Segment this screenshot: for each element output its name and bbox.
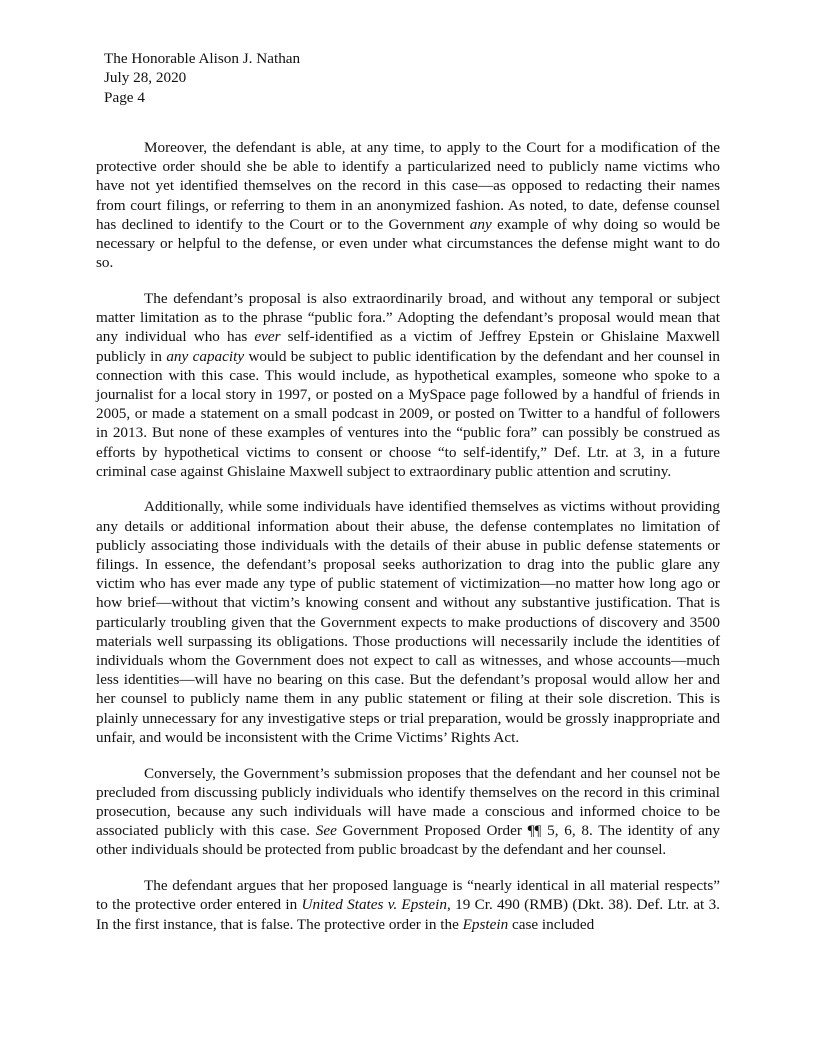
- text-run: The defendant argues that her proposed language is “nearly identical in all material respects” to the protective order entered in: [96, 877, 720, 914]
- text-run: Government Proposed Order ¶¶ 5, 6, 8. The identity of any other individuals should be protected from public broadcast by the defendant and her counsel.: [96, 822, 720, 859]
- text-run: case included: [508, 915, 595, 933]
- text-run: example of why doing so would be necessary or helpful to the defense, or even under what circumstances the defense might want to do so.: [96, 215, 721, 272]
- text-run: , 19 Cr. 490 (RMB) (Dkt. 38). Def. Ltr. at 3. In the first instance, that is false. The protective order in the: [96, 896, 720, 933]
- text-run: The defendant’s proposal is also extraordinarily broad, and without any temporal or subject matter limitation as to the phrase “public fora.” Adopting the defendant’s proposal would mean that any individual who has: [96, 289, 720, 346]
- paragraph-additionally: [96, 497, 720, 747]
- italic-text-run: United States v. Epstein: [301, 896, 447, 914]
- letter-header: [104, 49, 300, 107]
- italic-text-run: any capacity: [166, 347, 245, 365]
- text-run: Moreover, the defendant is able, at any time, to apply to the Court for a modification of the protective order should she be able to identify a particularized need to publicly name victims who have not yet identified themselves on the record in this case—as opposed to redacting their names from court filings, or referring to them in an anonymized fashion. As noted, to date, defense counsel has declined to identify to the Court or to the Government: [96, 139, 720, 233]
- paragraph-broad-proposal: [96, 289, 720, 481]
- letter-body: [96, 138, 720, 950]
- addressee: The Honorable Alison J. Nathan: [104, 50, 301, 67]
- text-run: would be subject to public identification by the defendant and her counsel in connection with this case. This would include, as hypothetical examples, someone who spoke to a journalist for a local story in 1997, or posted on a MySpace page followed by a handful of friends in 2005, or made a statement on a small podcast in 2009, or posted on Twitter to a handful of followers in 2013. But none of these examples of ventures into the “public fora” can possibly be construed as efforts by hypothetical victims to consent or choose “to self-identify,” Def. Ltr. at 3, in a future criminal case against Ghislaine Maxwell subject to extraordinary public attention and scrutiny.: [96, 347, 721, 480]
- italic-text-run: Epstein: [462, 915, 509, 933]
- paragraph-epstein-order: [96, 876, 720, 934]
- letter-date: July 28, 2020: [104, 69, 187, 87]
- text-run: self-identified as a victim of Jeffrey Epstein or Ghislaine Maxwell publicly in: [96, 328, 720, 365]
- page-number: Page 4: [104, 88, 145, 106]
- text-run: Conversely, the Government’s submission proposes that the defendant and her counsel not be precluded from discussing publicly individuals who identify themselves on the record in this criminal prosecution, because any such individuals will have made a conscious and informed choice to be associated publicly with this case.: [96, 764, 720, 840]
- paragraph-modification: [96, 138, 720, 272]
- text-run: Additionally, while some individuals have identified themselves as victims without providing any details or additional information about their abuse, the defense contemplates no limitation of publicly associating those individuals with the details of their abuse in public defense statements or filings. In essence, the defendant’s proposal seeks authorization to drag into the public glare any victim who has ever made any type of public statement of victimization—no matter how long ago or how brief—without that victim’s knowing consent and without any substantive justification. That is particularly troubling given that the Government expects to make productions of discovery and 3500 materials well surpassing its obligations. Those productions will necessarily include the identities of individuals whom the Government does not expect to call as witnesses, and whose accounts—much less identities—will have no bearing on this case. But the defendant’s proposal would allow her and her counsel to publicly name them in any public statement or filing at their sole discretion. This is plainly unnecessary for any investigative steps or trial preparation, would be grossly inappropriate and unfair, and would be inconsistent with the Crime Victims’ Rights Act.: [96, 498, 720, 746]
- italic-text-run: ever: [254, 328, 281, 346]
- paragraph-conversely: [96, 764, 720, 860]
- italic-text-run: See: [315, 822, 337, 840]
- italic-text-run: any: [469, 215, 492, 233]
